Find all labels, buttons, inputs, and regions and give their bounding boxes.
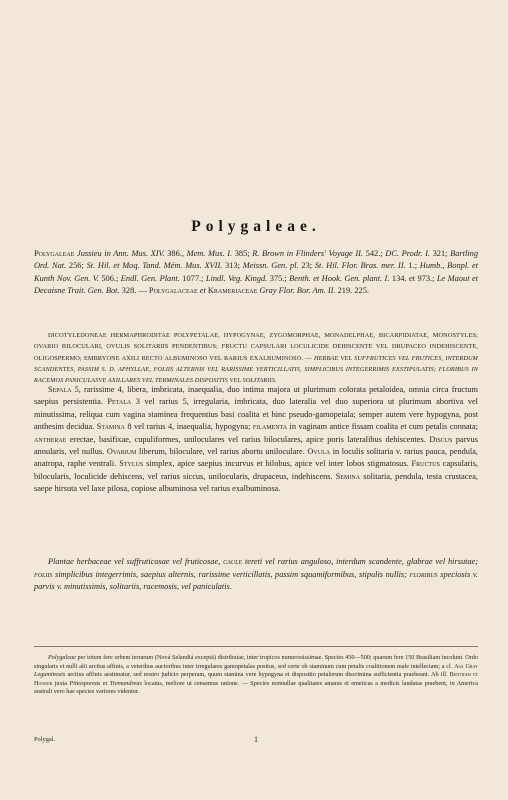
note-part: arctius affinis aestimatur, sed nostro judicio perperam, quum stamina vere hypogyna et dispositio petalorum discrimina sufficientia praebeant. Ab ill. [65,671,450,679]
syn-part: Krameriaceae [207,285,258,295]
desc-part: parvus annularis, vel nullus. [34,434,478,457]
habit-part: caule [223,557,243,566]
habit-part: simplicibus integerrimis, saepius alternis, rarissime verticillatis, passim squamiformibus, stipulis nullis; [52,569,410,579]
synonymy-paragraph [34,248,478,297]
desc-part: liberum, biloculare, vel rarius abortu uniloculare. [136,447,308,457]
desc-part: in vaginam antice fissam coalita et cum petalis connata; [287,422,478,432]
syn-part: Polygaleae [34,249,75,258]
habit-part: floribus [409,569,438,579]
syn-part: Mem. Mus. I. [186,249,233,258]
diagnosis-paragraph [34,330,478,386]
note-part: per totum fere orbem terrarum (Nová Selandiá exceptá) distributae, inter tropicos numerosissimae. Species 450—500; quarum fere 150 Brasiliam incolunt. Ordo singularis et nulli alii arctius affinis, a veteribus auctoribus inter irregulares gamopetalas positus, sed certe ob staminum cum petalis coalitionem male intellectam; a cl. [34,654,478,670]
description-paragraph [34,384,478,496]
habit-paragraph [34,556,478,594]
desc-part: 3 vel rarius 5, irregularia, imbricata, duo lateralia vel duo superiora ut plurimum abortiva vel minutissima, reliqua cum vagina staminea frequentius basi coalita et hinc pseudo-gamopetala; semper autem vere hypogyna, post anthesim decidua. [34,397,478,432]
syn-part: Le Maout et Decaisne Trait. Gen. Bot. [34,273,479,295]
syn-part: Benth. et Hook. Gen. plant. I. [289,273,390,283]
syn-part: DC. Prodr. I. [385,249,430,258]
note-part: Polygaleae [48,654,76,661]
syn-part: 1077.; [179,273,206,283]
syn-part: Humb., Bonpl. et Kunth Nov. Gen. V. [34,261,479,283]
note-part: Asa Gray [454,662,479,670]
desc-part: Ovula [307,447,331,457]
note-part: Leguminosis [34,671,66,679]
syn-part: 23; [298,261,315,271]
diagnosis-habit: HERBAE VEL SUFFRUTICES VEL FRUTICES, INTERDUM SCANDENTES, PASSIM S. D. APHYLLAE, FOLIIS ALTERNIS VEL RARISSIME VERTICILLATIS, SIMPLICIBUS INTEGERRIMIS EXSTIPULATIS; FLORIBUS IN RACEMOS PANICULASVE AXILLARES VEL TERMINALES DISPOSITIS VEL SOLITARIIS. [34,354,478,385]
desc-part: capsularis, bilocularis, loculicide dehiscens, vel rarius siccus, unilocularis, drupaceus, indehiscens. [34,459,479,481]
page-number: 1 [254,735,258,744]
desc-part: antherae [34,434,67,444]
page-title: Polygaleae. [191,218,321,235]
syn-part: 256; [66,261,87,271]
syn-part: 542.; [363,249,386,258]
syn-part: Bartling Ord. Nat. [34,249,479,271]
syn-part: 328. — [119,285,149,295]
desc-part: in loculis solitaria v. rarius pauca, pendula, anatropa, raphe ventrali. [34,447,478,469]
syn-part: 385; [232,249,253,258]
desc-part: Stylus [119,459,144,469]
section-divider [34,646,478,647]
note-part: et [100,679,110,687]
syn-part: St. Hil. Flor. Bras. mer. II. [314,261,406,271]
desc-part: Fructus [411,459,440,469]
habit-part: tereti vel rarius anguloso, interdum scandente, glabrae vel hirsutae; [242,557,478,566]
note-part: Tremandreas [109,679,142,687]
syn-part: et [197,285,208,295]
desc-part: Discus [429,434,453,444]
desc-part: 5, rarissime 4, libera, imbricata, inaequalia, duo intima majora ut plurimum colorata petaloidea, omnia circa fructum saepius persistentia. [34,385,478,407]
syn-part: 386., [164,249,187,258]
desc-part: Ovarium [106,447,137,457]
syn-part: R. Brown in Flinders' Voyage II. [252,249,364,258]
signature-mark: Polygal. [34,736,56,743]
syn-part: 134. et 973.; [389,273,437,283]
desc-part: Sepala [48,385,72,394]
habit-part: Plantae herbaceae vel suffruticosae vel fruticosae, [48,557,224,566]
note-part: juxta [52,679,70,687]
syn-part: Endl. Gen. Plant. [120,273,180,283]
note-part: Bentham et Hooker [34,671,478,687]
syn-part: St. Hil. et Moq. Tand. Mém. Mus. XVII. [86,261,223,271]
diagnosis-text: DICOTYLEDONEAE HERMAPHRODITAE POLYPETALAE, HYPOGYNAE, ZYGOMORPHAE, MONADELPHAE, BICARPIDIATAE, MONOSTYLES; OVARIO BILOCULARI, OVULIS SOLITARIIS PENDENTIBUS; FRUCTU CAPSULARI LOCULICIDE DEHISCENTE VEL DRUPACEO INDEHISCENTE, OLIGOSPERMO; EMBRYONE AXILI RECTO ALBUMINOSO VEL RARIUS EXALBUMINOSO. — [34,332,478,362]
syn-part: 321; [429,249,451,258]
syn-part: 375.; [267,273,290,283]
syn-part: Meissn. Gen. pl. [242,261,299,271]
desc-part: erectae, basifixae, cupuliformes, uniloculares vel rarius biloculares, apice poris lateralibus dehiscentes. [66,434,430,444]
syn-part: 1.; [405,261,420,271]
desc-part: Semina [335,471,361,481]
syn-part: Gray Flor. Bor. Am. II. [257,285,336,295]
paper-page [34,0,478,800]
syn-part: Jussieu in Ann. Mus. XIV. [74,249,165,258]
syn-part: 506.; [98,273,121,283]
desc-part: solitaria, pendula, testa crustacea, saepe hirsuta vel laxe pilosa, copiose albuminosa vel rarius exalbuminosa. [34,471,478,494]
syn-part: 313; [222,261,243,271]
habit-part: foliis [34,569,53,579]
distribution-note [34,654,478,697]
note-part: Pittosporeas [69,679,101,687]
syn-part: 219. 225. [335,285,370,295]
desc-part: filamenta [252,422,288,432]
syn-part: Polygalaceae [148,285,198,295]
note-part: locatus, meliore ut censemus ratione. — Species nonnullae qualitates amaras et emeticas a medicis laudatas praebent, in America australi vero hae species variores videntur. [34,679,479,696]
habit-part: speciosis v. parvis v. minutissimis, solitariis, racemosis, vel paniculatis. [34,569,479,592]
desc-part: simplex, apice saepius incurvus et bilobus, apice vel inter lobos stigmatosus. [143,459,412,469]
desc-part: 8 vel rarius 4, inaequalia, hypogyna; [124,422,253,432]
syn-part: Lindl. Veg. Kingd. [205,273,268,283]
desc-part: Petala [107,397,132,407]
desc-part: Stamina [96,422,125,432]
